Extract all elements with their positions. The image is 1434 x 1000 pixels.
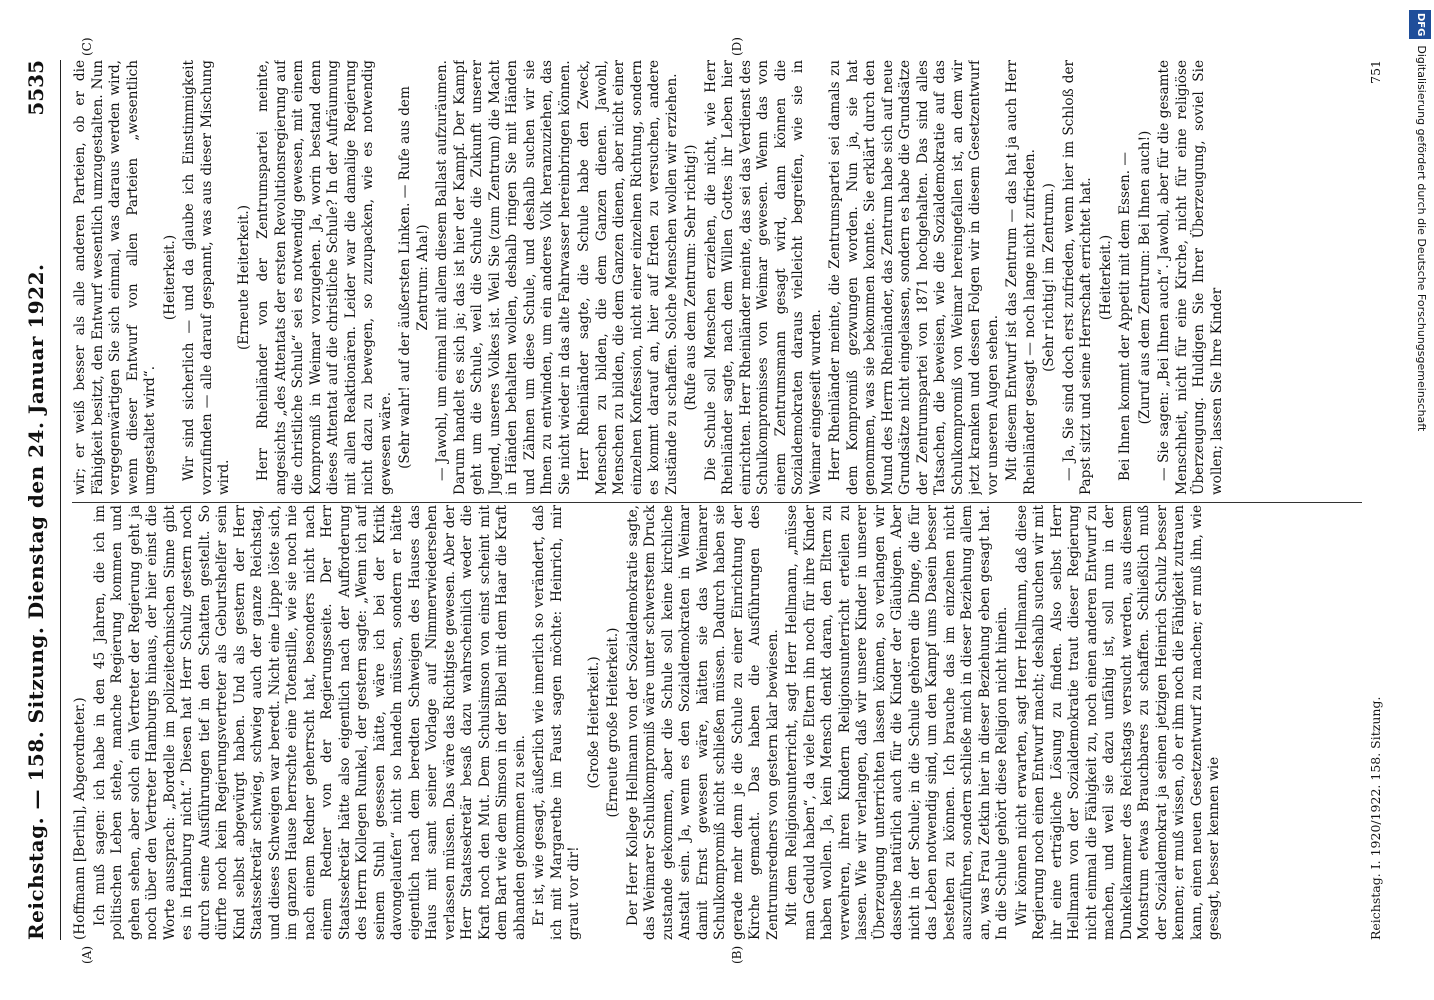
footer-reference: Reichstag. I. 1920/1922. 158. Sitzung. [1368,696,1383,940]
paragraph: Er ist, wie gesagt, äußerlich wie innerlich so verändert, daß ich mit Margarethe im Faust sagen möchte: Heinrich, mir graut vor dir! [531,505,582,940]
page-header [18,60,58,940]
interjection: (Rufe aus dem Zentrum: Sehr richtig!) [683,144,699,411]
right-text-column [72,60,1362,495]
paragraph: — Ja, Sie sind doch erst zufrieden, wenn hier im Schloß der Papst sitzt und seine Herrschaft errichtet hat. [1060,60,1094,495]
interjection: (Erneute Heiterkeit.) [235,204,252,351]
sheet-number: 751 [1368,60,1383,84]
digitization-note [1410,10,1432,990]
page-number: 5535 [24,60,48,116]
paragraph: Der Herr Kollege Hellmann von der Sozialdemokratie sagte, das Weimarer Schulkompromiß wäre unter schwerstem Druck zustande gekommen, aber die Schule soll keine kirchliche Anstalt sein. Ja, wenn es den Sozialdemokraten in Weimar damit Ernst gewesen wäre, hätten sie das Weimarer Schulkompromiß nicht schließen müssen. Dadurch haben sie gerade mehr denn je die Schule zu einer Einrichtung der Kirche gemacht. Das haben die Ausführungen des Zentrumsredners von gestern klar bewiesen. [624,505,781,940]
paragraph: Mit dem Religionsunterricht, sagt Herr Hellmann, „müsse man Geduld haben“, da viele Eltern ihn noch für ihre Kinder haben wollen. Ja, kein Mensch denkt daran, den Eltern zu verwehren, ihren Kindern Religionsunterricht erteilen zu lassen. Wie wir verlangen, daß wir unsere Kinder in unserer Überzeugung unterrichten lassen können, so verlangen wir dasselbe natürlich auch für die Kinder der Gläubigen. Aber nicht in der Schule; in die Schule gehören die Dinge, die für das Leben notwendig sind, um den Kampf ums Dasein besser bestehen zu können. Ich brauche das im einzelnen nicht auszuführen, sondern schließe mich in dieser Beziehung allem an, was Frau Zetkin hier in dieser Beziehung eben gesagt hat. In die Schule gehört diese Religion nicht hinein. [784,505,1010,940]
speaker-line: (Hoffmann [Berlin], Abgeordneter.) [72,697,88,940]
margin-letter-a: (A) [80,945,94,964]
paragraph: Wir können nicht erwarten, sagt Herr Hellmann, daß diese Regierung noch einen Entwurf macht; deshalb suchen wir mit ihr eine erträgliche Lösung zu finden. Also selbst Herr Hellmann von der Sozialdemokratie traut dieser Regierung nicht einmal die Fähigkeit zu, noch einen anderen Entwurf zu machen, und weil sie dazu unfähig ist, soll nun in der Dunkelkammer des Reichstags versucht werden, aus diesem Monstrum etwas Brauchbares zu schaffen. Schließlich muß der Sozialdemokrat ja seinen jetzigen Heinrich Schulz besser kennen; er muß wissen, ob er ihm noch die Fähigkeit zutrauen kann, einen neuen Gesetzentwurf zu machen; er muß ihn, wie gesagt, besser kennen wie [1013,505,1222,940]
paragraph: Wir sind sicherlich — und da glaube ich Einstimmigkeit vorzufinden — alle darauf gespannt, was aus dieser Mischung wird. [181,60,232,495]
paragraph: wir; er weiß besser als alle anderen Parteien, ob er die Fähigkeit besitzt, den Entwurf wesentlich umzugestalten. Nun vergegenwärtigen Sie sich einmal, was daraus werden wird, wenn dieser Entwurf von allen Parteien „wesentlich umgestaltet wird“. [72,60,158,495]
interjection: (Heiterkeit.) [1097,234,1114,321]
left-text-column [72,505,1362,940]
paragraph: Bei Ihnen kommt der Appetit mit dem Essen. — [1117,151,1133,481]
digitization-text: Digitalisierung gefördert durch die Deutsche Forschungsgemeinschaft [1415,45,1428,432]
interjection: (Sehr richtig! im Zentrum.) [1041,183,1057,372]
header-title: Reichstag. — 158. Sitzung. Dienstag den 24. Januar 1922. [24,263,48,940]
interjection: (Große Heiterkeit.) [585,656,602,789]
paragraph: — Jawohl, um einmal mit allem diesem Ballast aufzuräumen. Darum handelt es sich ja; das ist hier der Kampf. Der Kampf geht um die Schule, weil die Schule die Zukunft unserer Jugend, unseres Volkes ist. Weil Sie (zum Zentrum) die Macht in Händen behalten wollen, deshalb ringen Sie mit Händen und Zähnen um diese Schule, und deshalb suchen wir sie Ihnen zu entwinden, um ein anderes Volk heranzuziehen, das Sie nicht wieder in das alte Fahrwasser hereinbringen können. [434,60,573,495]
paragraph: Herr Rheinländer meinte, die Zentrumspartei sei damals zu dem Kompromiß gezwungen worden. Nun ja, sie hat genommen, was sie bekommen konnte. Sie erklärt durch den Mund des Herrn Rheinländer, das Zentrum habe sich auf neue Grundsätze nicht eingelassen, sondern es habe die Grundsätze der Zentrumspartei von 1871 hochgehalten. Das sind alles Tatsachen, die beweisen, wie die Sozialdemokratie auf das Schulkompromiß von Weimar hereingefallen ist, an dem wir jetzt kranken und dessen Folgen wir in diesem Gesetzentwurf vor unseren Augen sehen. [827,60,1001,495]
margin-letter-c: (C) [80,37,94,56]
dfg-logo: DFG [1409,10,1431,39]
paragraph: Mit diesem Entwurf ist das Zentrum — das hat ja auch Herr Rheinländer gesagt — noch lange nicht zufrieden. [1004,60,1038,495]
interjection: (Heiterkeit.) [161,234,178,321]
paragraph: Ich muß sagen: ich habe in den 45 Jahren, die ich im politischen Leben stehe, manche Regierung kommen und gehen sehen, aber solch ein Vertreter der Regierung geht ja noch über den Vertreter Hamburgs hinaus, der hier einst die Worte aussprach: „Bordelle im polizeitechnischen Sinne gibt es in Hamburg nicht.“ Diesen hat Herr Schulz gestern noch durch seine Ausführungen tief in den Schatten gestellt. So dürfte noch kein Regierungsvertreter als Geburtshelfer sein Kind selbst abgewürgt haben. Und als gestern der Herr Staatssekretär schwieg, schwieg auch der ganze Reichstag, und dieses Schweigen war beredt. Nicht eine Lippe löste sich, im ganzen Hause herrschte eine Totenstille, wie sie noch nie nach einem Redner geherrscht hat, besonders nicht nach einem Redner von der Regierungsseite. Der Herr Staatssekretär hätte also eigentlich nach der Aufforderung des Herrn Kollegen Runkel, der gestern sagte: „Wenn ich auf seinem Stuhl gesessen hätte, wäre ich bei der Kritik davongelaufen“ nicht so handeln müssen, sondern er hätte eigentlich nach dem beredten Schweigen des Hauses das Haus mit samt seiner Vorlage auf Nimmerwiedersehen verlassen müssen. Das wäre das Richtigste gewesen. Aber der Herr Staatssekretär besaß dazu wahrscheinlich weder die Kraft noch den Mut. Dem Schulsimson von einst scheint mit dem Bart wie dem Simson in der Bibel mit dem Haar die Kraft abhanden gekommen zu sein. [91,505,528,940]
column-divider [72,502,1362,503]
paragraph: — Sie sagen: „Bei Ihnen auch“. Jawohl, aber für die gesamte Menschheit, nicht für eine Kirche, nicht für eine religiöse Überzeugung. Huldigen Sie Ihrer Überzeugung, soviel Sie wollen; lassen Sie Ihre Kinder [1156,60,1225,495]
interjection: (Zuruf aus dem Zentrum: Bei Ihnen auch!) [1136,130,1153,425]
interjection: (Erneute große Heiterkeit.) [605,627,621,818]
margin-letter-d: (D) [730,37,744,56]
interjection: (Sehr wahr! auf der äußersten Linken. — Rufe aus dem Zentrum: Aha!) [397,86,431,469]
paragraph: Herr Rheinländer von der Zentrumspartei meinte, angesichts „des Attentats der ersten Revolutionsregierung auf die christliche Schule“ sei es notwendig gewesen, mit einem Kompromiß in Weimar vorzugehen. Ja, worin bestand denn dieses Attentat auf die christliche Schule? In der Aufräumung mit allen Reaktionären. Leider war die damalige Regierung nicht dazu zu bewegen, so zuzupacken, wie es notwendig gewesen wäre. [255,60,394,495]
paragraph: Herr Rheinländer sagte, die Schule habe den Zweck, Menschen zu bilden, die dem Ganzen dienen. Jawohl, Menschen zu bilden, die dem Ganzen dienen, aber nicht einer einzelnen Konfession, nicht einer einzelnen Richtung, sondern es kommt darauf an, hier auf Erden zu versuchen, andere Zustände zu schaffen. Solche Menschen wollen wir erziehen. [576,60,680,495]
paragraph: Die Schule soll Menschen erziehen, die nicht, wie Herr Rheinländer sagte, nach dem Willen Gottes ihr Leben hier einrichten. Herr Rheinländer meinte, das sei das Verdienst des Schulkompromisses von Weimar gewesen. Wenn das von einem Zentrumsmann gesagt wird, dann können die Sozialdemokraten daraus vielleicht begreifen, wie sie in Weimar eingeseift wurden. [702,60,824,495]
header-rule [60,60,61,940]
margin-letter-b: (B) [730,945,744,964]
